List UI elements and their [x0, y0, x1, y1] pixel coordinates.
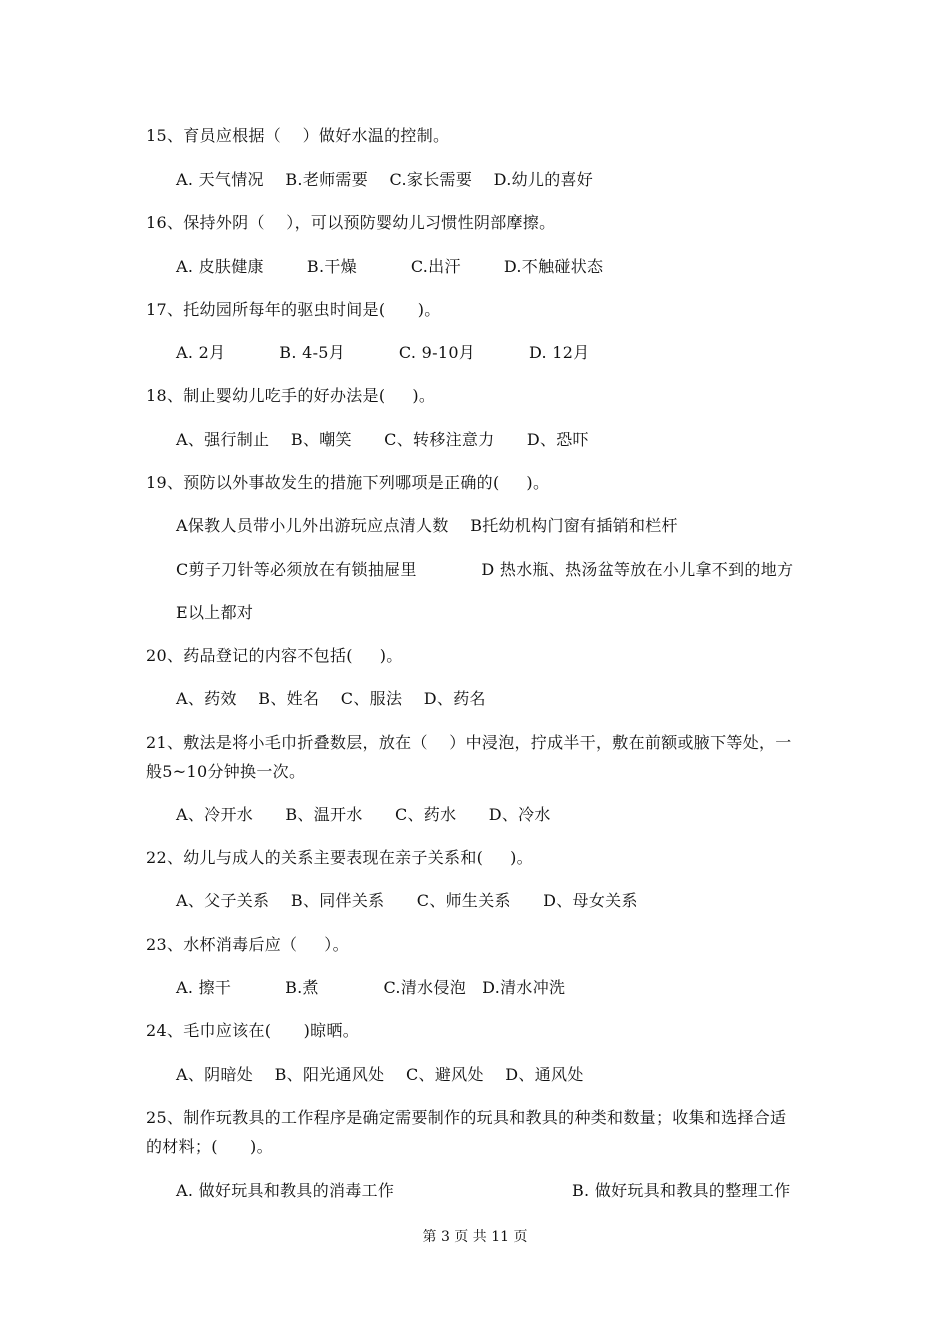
- question-25-stem-line-1: 25、制作玩教具的工作程序是确定需要制作的玩具和教具的种类和数量；收集和选择合适: [146, 1108, 787, 1127]
- question-19-options-line-2: C剪子刀针等必须放在有锁抽屉里 D 热水瓶、热汤盆等放在小儿拿不到的地方: [176, 560, 794, 579]
- question-17-options: A. 2月 B. 4-5月 C. 9-10月 D. 12月: [176, 343, 590, 362]
- question-18-stem: 18、制止婴幼儿吃手的好办法是( )。: [146, 386, 436, 405]
- question-25-stem-line-2: 的材料；( )。: [146, 1137, 273, 1156]
- question-25-option-a: A. 做好玩具和教具的消毒工作: [176, 1181, 395, 1200]
- question-17-stem: 17、托幼园所每年的驱虫时间是( )。: [146, 300, 441, 319]
- question-25-option-b: B. 做好玩具和教具的整理工作: [572, 1181, 791, 1200]
- question-21-stem-line-1: 21、敷法是将小毛巾折叠数层，放在（ ）中浸泡，拧成半干，敷在前额或腋下等处，一: [146, 733, 792, 752]
- question-24-stem: 24、毛巾应该在( )晾晒。: [146, 1021, 360, 1040]
- question-20-options: A、药效 B、姓名 C、服法 D、药名: [176, 689, 486, 708]
- question-19-options-line-3: E以上都对: [176, 603, 254, 622]
- question-21-stem-line-2: 般5~10分钟换一次。: [146, 762, 306, 781]
- question-19-options-line-1: A保教人员带小儿外出游玩应点清人数 B托幼机构门窗有插销和栏杆: [176, 516, 678, 535]
- question-19-stem: 19、预防以外事故发生的措施下列哪项是正确的( )。: [146, 473, 550, 492]
- question-16-stem: 16、保持外阴（ ），可以预防婴幼儿习惯性阴部摩擦。: [146, 213, 556, 232]
- question-21-options: A、冷开水 B、温开水 C、药水 D、冷水: [176, 805, 551, 824]
- question-20-stem: 20、药品登记的内容不包括( )。: [146, 646, 403, 665]
- question-15-stem: 15、育员应根据（ ）做好水温的控制。: [146, 126, 450, 145]
- question-15-options: A. 天气情况 B.老师需要 C.家长需要 D.幼儿的喜好: [176, 170, 594, 189]
- question-24-options: A、阴暗处 B、阳光通风处 C、避风处 D、通风处: [176, 1065, 584, 1084]
- question-22-stem: 22、幼儿与成人的关系主要表现在亲子关系和( )。: [146, 848, 533, 867]
- page-footer: 第 3 页 共 11 页: [422, 1229, 528, 1245]
- question-16-options: A. 皮肤健康 B.干燥 C.出汗 D.不触碰状态: [176, 257, 604, 276]
- question-23-stem: 23、水杯消毒后应（ ）。: [146, 935, 349, 954]
- question-23-options: A. 擦干 B.煮 C.清水侵泡 D.清水冲洗: [176, 978, 566, 997]
- question-22-options: A、父子关系 B、同伴关系 C、师生关系 D、母女关系: [176, 891, 638, 910]
- question-18-options: A、强行制止 B、嘲笑 C、转移注意力 D、恐吓: [176, 430, 589, 449]
